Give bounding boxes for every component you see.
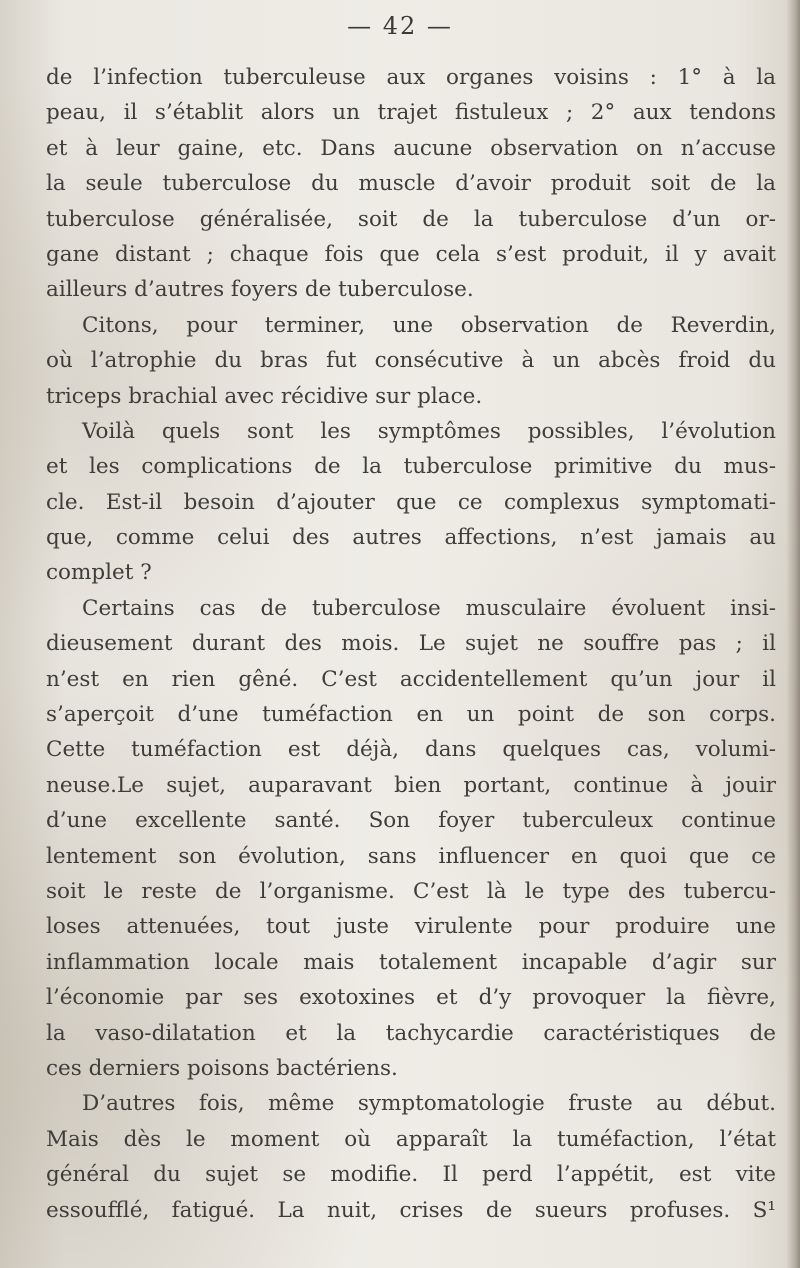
text-line: essoufflé, fatigué. La nuit, crises de sueurs profuses. S¹ <box>46 1197 776 1223</box>
text-line: lentement son évolution, sans influencer en quoi que ce <box>46 843 776 869</box>
text-line: ailleurs d’autres foyers de tuberculose. <box>46 277 474 303</box>
text-line: de l’infection tuberculeuse aux organes voisins : 1° à la <box>46 65 776 90</box>
text-line: Citons, pour terminer, une observation de Reverdin, <box>82 312 776 338</box>
text-line: d’une excellente santé. Son foyer tuberculeux continue <box>46 808 776 834</box>
text-line: l’économie par ses exotoxines et d’y provoquer la fièvre, <box>46 985 776 1011</box>
text-line: peau, il s’établit alors un trajet fistuleux ; 2° aux tendons <box>46 100 776 126</box>
text-line: complet ? <box>46 560 152 586</box>
page-edge-shadow <box>786 0 800 1268</box>
text-line: Cette tuméfaction est déjà, dans quelques cas, volumi- <box>46 737 776 763</box>
page-number: — 42 — <box>347 12 453 40</box>
text-line: où l’atrophie du bras fut consécutive à un abcès froid du <box>46 348 776 374</box>
text-line: Mais dès le moment où apparaît la tuméfaction, l’état <box>46 1126 776 1152</box>
text-line: soit le reste de l’organisme. C’est là le type des tubercu- <box>46 878 776 904</box>
text-line: Certains cas de tuberculose musculaire évoluent insi- <box>82 595 776 621</box>
text-line: n’est en rien gêné. C’est accidentellement qu’un jour il <box>46 666 776 692</box>
text-line: dieusement durant des mois. Le sujet ne souffre pas ; il <box>46 631 776 657</box>
text-line: cle. Est-il besoin d’ajouter que ce complexus symptomati- <box>46 489 776 515</box>
text-line: D’autres fois, même symptomatologie fruste au début. <box>82 1091 776 1117</box>
text-line: ces derniers poisons bactériens. <box>46 1055 398 1081</box>
text-line: neuse.Le sujet, auparavant bien portant, continue à jouir <box>46 772 776 798</box>
text-line: gane distant ; chaque fois que cela s’est produit, il y avait <box>46 241 776 267</box>
text-line: la vaso-dilatation et la tachycardie caractéristiques de <box>46 1020 776 1046</box>
text-line: que, comme celui des autres affections, n’est jamais au <box>46 525 776 551</box>
text-line: et à leur gaine, etc. Dans aucune observation on n’accuse <box>46 135 776 161</box>
text-line: général du sujet se modifie. Il perd l’appétit, est vite <box>46 1162 776 1188</box>
body-text <box>46 60 776 1228</box>
text-line: la seule tuberculose du muscle d’avoir produit soit de la <box>46 171 776 197</box>
text-line: loses attenuées, tout juste virulente pour produire une <box>46 914 776 940</box>
text-line: triceps brachial avec récidive sur place. <box>46 383 483 409</box>
text-line: inflammation locale mais totalement incapable d’agir sur <box>46 949 776 975</box>
text-line: et les complications de la tuberculose primitive du mus- <box>46 454 776 480</box>
text-line: s’aperçoit d’une tuméfaction en un point de son corps. <box>46 702 776 728</box>
text-line: tuberculose généralisée, soit de la tuberculose d’un or- <box>46 206 776 232</box>
text-line: Voilà quels sont les symptômes possibles, l’évolution <box>82 418 776 444</box>
